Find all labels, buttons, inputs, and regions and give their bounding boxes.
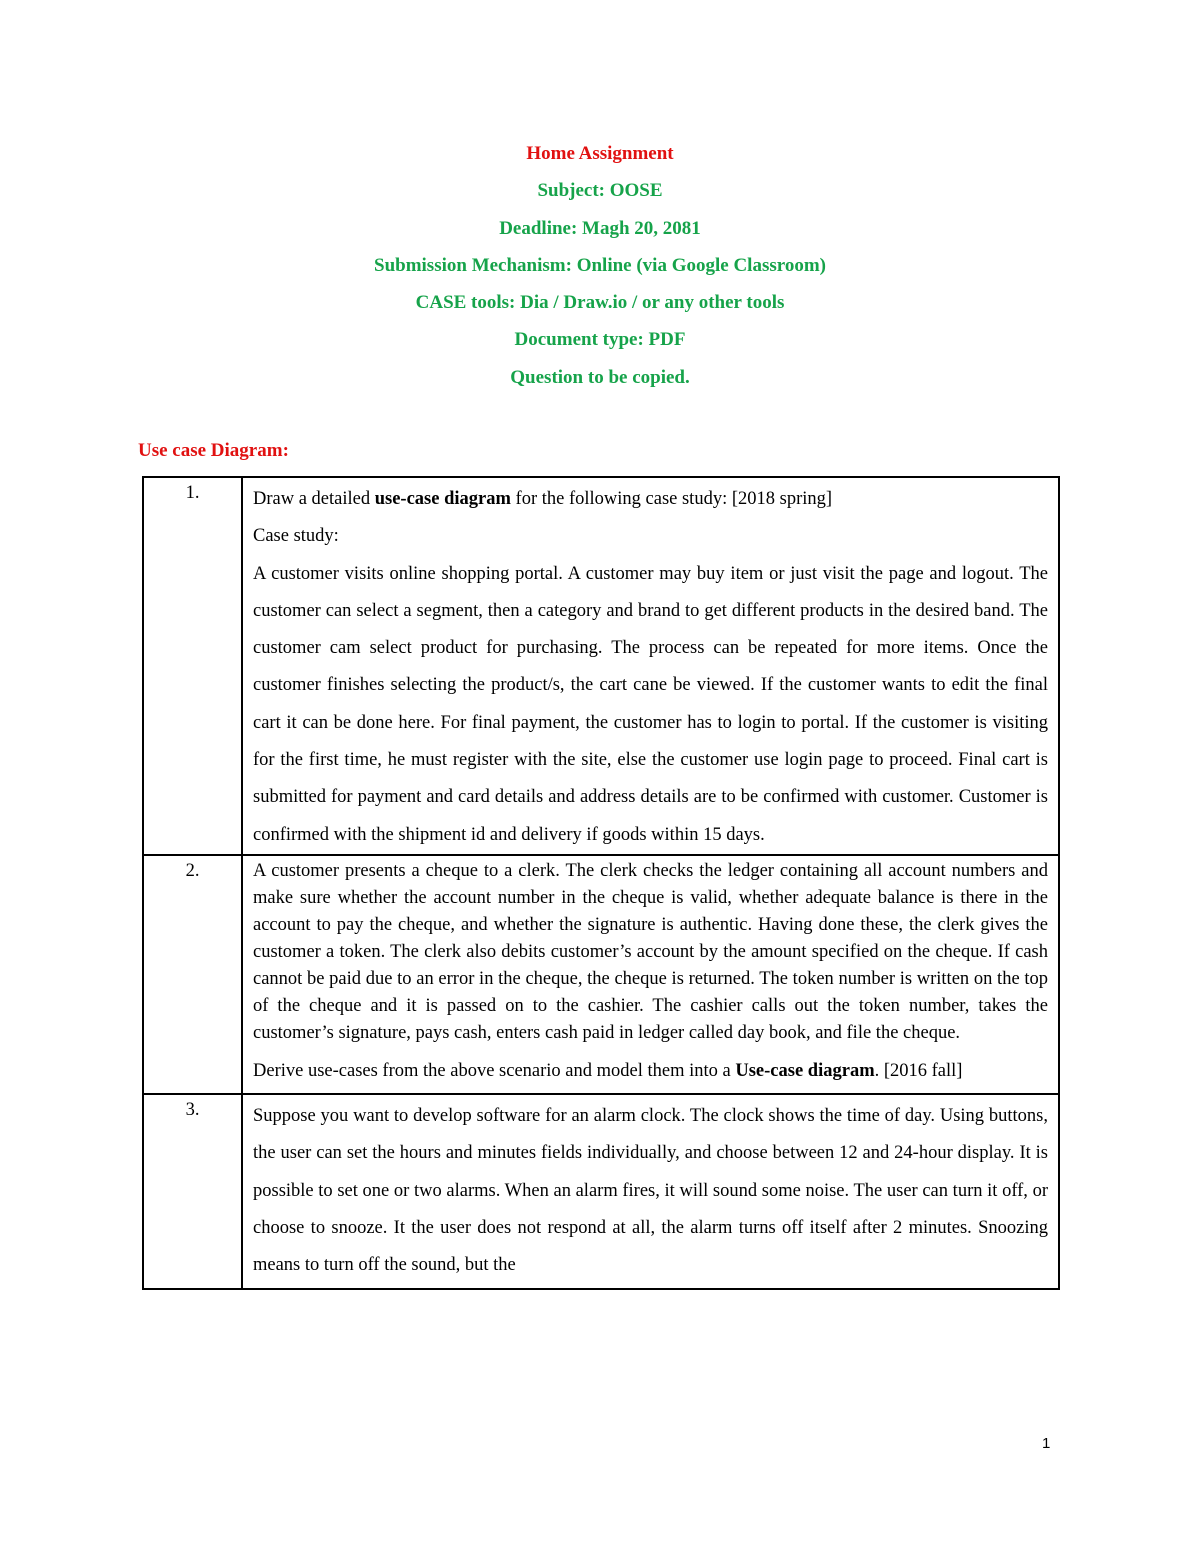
task-text-start: Derive use-cases from the above scenario and model them into a [253,1060,736,1081]
scenario-text: A customer presents a cheque to a clerk. The clerk checks the ledger containing all account numbers and make sure whether the account number in the cheque is valid, whether adequate balance is there in the account to pay the cheque, and whether the signature is authentic. Having done these, the clerk gives the customer a token. The clerk also debits customer’s account by the amount specified on the cheque. If cash cannot be paid due to an error in the cheque, the cheque is returned. The token number is written on the top of the cheque and it is passed on to the cashier. The cashier calls out the token number, takes the customer’s signature, pays cash, enters cash paid in ledger called day book, and file the cheque. [253,860,1048,1043]
intro-text-end: for the following case study: [2018 spring] [510,489,833,509]
intro-text: Draw a detailed [253,489,375,509]
intro-bold-text: use-case diagram [374,489,511,509]
document-title: Home Assignment [526,143,674,164]
task-bold-text: Use-case diagram [735,1060,875,1081]
copy-note-line: Question to be copied. [510,366,690,388]
case-tools-line: CASE tools: Dia / Draw.io / or any other tools [415,292,785,314]
subject-line: Subject: OOSE [537,180,663,202]
question-number: 2. [143,855,242,1094]
page-number: 1 [1042,1435,1051,1452]
case-study-label: Case study: [253,526,339,547]
deadline-line: Deadline: Magh 20, 2081 [499,217,701,239]
question-body [242,477,1059,855]
document-header [0,138,1200,399]
document-type-line: Document type: PDF [514,329,686,351]
question-intro [253,481,1048,518]
question-body [242,1094,1059,1289]
task-text [253,1053,1048,1089]
section-heading: Use case Diagram: [138,440,289,461]
question-row [143,855,1059,1094]
question-number: 3. [143,1094,242,1289]
question-number: 1. [143,477,242,855]
case-study-text: A customer visits online shopping portal. A customer may buy item or just visit the page and logout. The customer can select a segment, then a category and brand to get different products in the desired band. The customer cam select product for purchasing. The process can be repeated for more items. Once the customer finishes selecting the product/s, the cart cane be viewed. If the customer wants to edit the final cart it can be done here. For final payment, the customer has to login to portal. If the customer is visiting for the first time, he must register with the site, else the customer use login page to proceed. Final cart is submitted for payment and card details and address details are to be confirmed with customer. Customer is confirmed with the shipment id and delivery if goods within 15 days. [253,563,1048,845]
scenario-text: Suppose you want to develop software for an alarm clock. The clock shows the time of day. Using buttons, the user can set the hours and minutes fields individually, and choose between 12 and 24-hour display. It is possible to set one or two alarms. When an alarm fires, it will sound some noise. The user can turn it off, or choose to snooze. It the user does not respond at all, the alarm turns off itself after 2 minutes. Snoozing means to turn off the sound, but the [253,1105,1048,1276]
question-row [143,477,1059,855]
task-text-end: . [2016 fall] [874,1060,963,1081]
question-row [143,1094,1059,1289]
submission-line: Submission Mechanism: Online (via Google Classroom) [374,254,826,276]
question-body [242,855,1059,1094]
questions-table [142,476,1060,1290]
